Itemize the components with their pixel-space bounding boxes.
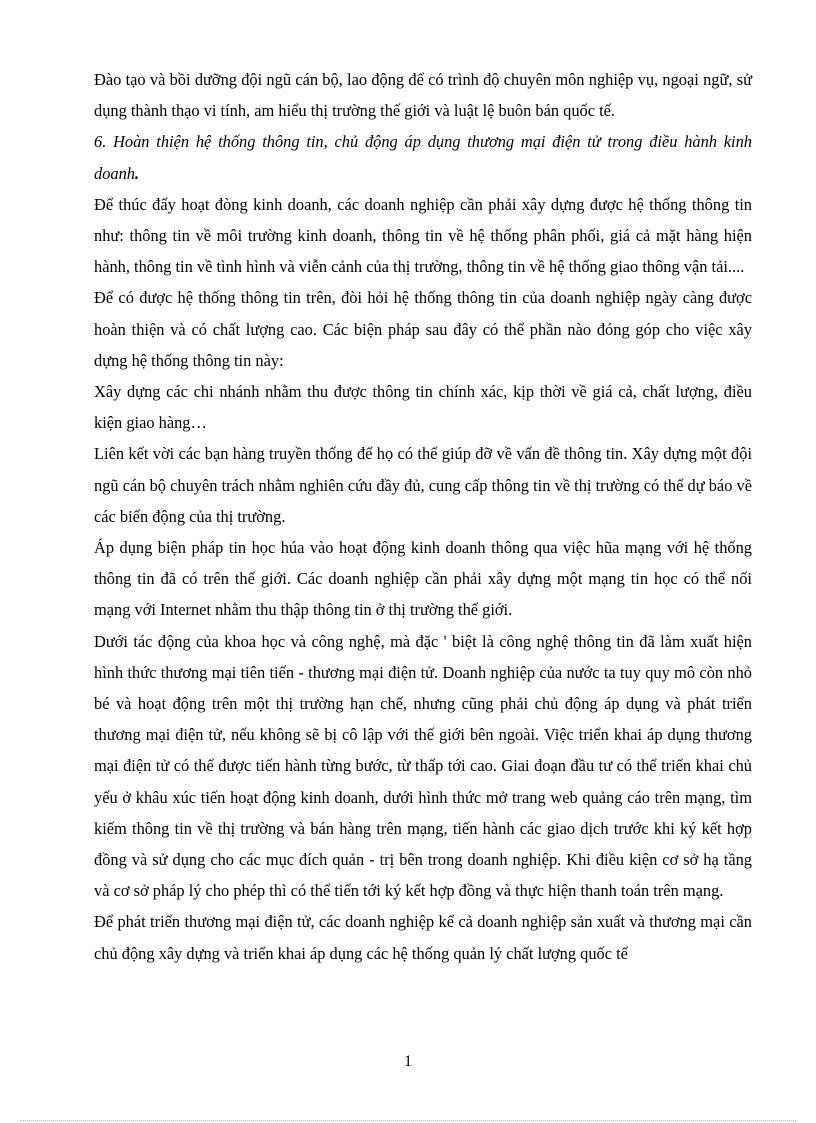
paragraph-branches: Xây dựng các chi nhánh nhằm thu được thông tin chính xác, kịp thời về giá cả, chất lượng, điều kiện giao hàng…	[94, 382, 752, 433]
paragraph-partners: Liên kết vời các bạn hàng truyền thống để họ có thể giúp đỡ về vấn đề thông tin. Xây dựng một đội ngũ cán bộ chuyên trách nhằm nghiên cứu đầy đủ, cung cấp thông tin về thị trường có thể dự báo về các biến động của thị trường.	[94, 444, 752, 526]
page-number: 1	[404, 1053, 412, 1070]
paragraph-training: Đào tạo và bồi dưỡng đội ngũ cán bộ, lao động để có trình độ chuyên môn nghiệp vụ, ngoại ngữ, sử dụng thành thạo vi tính, am hiểu thị trường thế giới và luật lệ buôn bán quốc tế.	[94, 70, 752, 121]
paragraph-info-system-intro: Để thúc đẩy hoạt đòng kinh doanh, các doanh nghiệp cần phải xây dựng được hệ thống thông tin như: thông tin về môi trường kinh doanh, thông tin về hệ thống phân phối, giá cả mặt hàng hiện hành, thông tin về tình hình và viễn cảnh của thị trường, thông tin về hệ thống giao thông vận tải....	[94, 194, 752, 277]
section-heading-6	[94, 126, 752, 188]
paragraph-info-system-measures: Để có được hệ thống thông tin trên, đòi hỏi hệ thống thông tin của doanh nghiệp ngày càng được hoàn thiện và có chất lượng cao. Các biện pháp sau đây có thể phần nào đóng góp cho việc xây dựng hệ thống thông tin này:	[94, 288, 752, 370]
page-bottom-divider	[20, 1120, 796, 1121]
paragraph-quality-systems: Để phát triển thương mại điện tử, các doanh nghiệp kể cả doanh nghiệp sản xuất và thương mại cần chủ động xây dựng và triển khai áp dụng các hệ thống quản lý chất lượng quốc tế	[94, 912, 752, 963]
paragraph-ecommerce: Dưới tác động của khoa học và công nghệ, mà đặc ' biệt là công nghệ thông tin đã làm xuất hiện hình thức thương mại tiên tiến - thương mại điện tử. Doanh nghiệp của nước ta tuy quy mô còn nhỏ bé và hoạt động trên một thị trường hạn chế, nhưng cũng phải chủ động áp dụng và phát triển thương mại điện tử, nếu không sẽ bị cô lập với thế giới bên ngoài. Việc triển khai áp dụng thương mại điện tử có thể được tiến hành từng bước, từ thấp tới cao. Giai đoạn đầu tư có thể triển khai chủ yếu ở khâu xúc tiến hoạt động kinh doanh, dưới hình thức mở trang web quảng cáo trên mạng, tìm kiếm thông tin về thị trường và bán hàng trên mạng, tiến hành các giao dịch trước khi ký kết hợp đồng và sử dụng cho các mục đích quản - trị bên trong doanh nghiệp. Khi điều kiện cơ sở hạ tầng và cơ sở pháp lý cho phép thì có thể tiến tới ký kết hợp đồng và thực hiện thanh toán trên mạng.	[94, 631, 752, 901]
document-body	[94, 64, 752, 969]
paragraph-computerization: Áp dụng biện pháp tin học húa vào hoạt động kinh doanh thông qua việc hũa mạng với hệ thống thông tin đã có trên thế giới. Các doanh nghiệp cần phải xây dựng một mạng tin học có thể nối mạng với Internet nhằm thu thập thông tin ở thị trường thế giới.	[94, 538, 752, 620]
section-heading-suffix: .	[134, 163, 140, 183]
section-heading-text: 6. Hoàn thiện hệ thống thông tin, chủ động áp dụng thương mại điện tử trong điều hành kinh doanh	[94, 132, 752, 183]
